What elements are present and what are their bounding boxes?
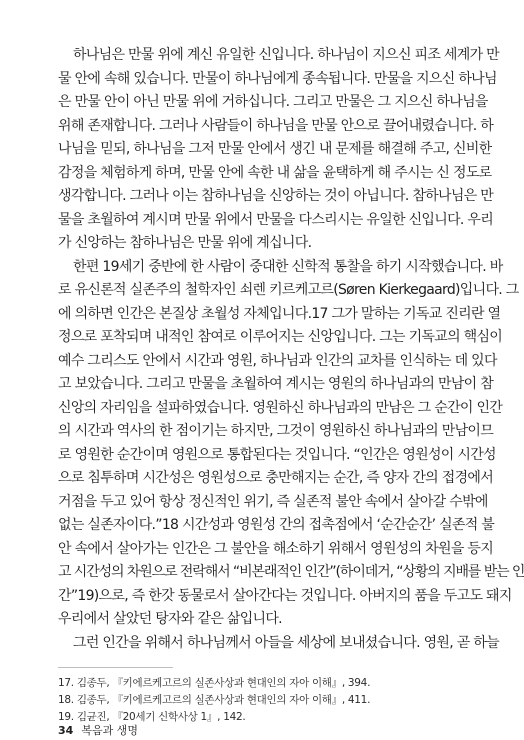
body-line: 위해 존재합니다. 그러나 사람들이 하나님을 만물 안으로 끌어내렸습니다. 하 — [58, 118, 494, 134]
body-line: 거점을 두고 있어 항상 정신적인 위기, 즉 실존적 불안 속에서 살아갈 수밖에 — [58, 494, 488, 510]
body-line: 물을 초월하여 계시며 만물 위에서 만물을 다스리시는 유일한 신입니다. 우리 — [58, 212, 494, 228]
body-line: 가 신앙하는 참하나님은 만물 위에 계십니다. — [58, 235, 312, 251]
body-line: 으로 침투하며 시간성은 영원성으로 충만해지는 순간, 즉 양자 간의 접경에서 — [58, 470, 494, 486]
footnote-19: 19. 김균진, 『20세기 신학사상 1』, 142. — [58, 711, 246, 723]
body-line: 한편 19세기 중반에 한 사람이 중대한 신학적 통찰을 하기 시작했습니다. 바 — [73, 259, 503, 275]
page-number: 34 — [58, 724, 74, 737]
body-line: 예수 그리스도 안에서 시간과 영원, 하나님과 인간의 교차를 인식하는 데 있다 — [58, 353, 497, 369]
body-line: 없는 실존자이다.”18 시간성과 영원성 간의 접촉점에서 ‘순간순간’ 실존적 불 — [58, 517, 495, 533]
body-line: 안 속에서 살아가는 인간은 그 불안을 해소하기 위해서 영원성의 차원을 등지 — [58, 541, 494, 557]
body-line: 로 유신론적 실존주의 철학자인 쇠렌 키르케고르(Søren Kierkegaard)입니다. 그 — [58, 282, 519, 298]
footnote-18: 18. 김종두, 『키에르케고르의 실존사상과 현대인의 자아 이해』, 411. — [58, 694, 371, 706]
body-line: 물 안에 속해 있습니다. 만물이 하나님에게 종속됩니다. 만물을 지으신 하나님 — [58, 71, 497, 87]
body-line: 감정을 체험하게 하며, 만물 안에 속한 내 삶을 윤택하게 해 주시는 신 정도로 — [58, 165, 492, 181]
body-line: 나님을 믿되, 하나님을 그저 만물 안에서 생긴 내 문제를 해결해 주고, 신비한 — [58, 141, 492, 157]
footnote-divider — [58, 667, 173, 668]
body-line: 하나님은 만물 위에 계신 유일한 신입니다. 하나님이 지으신 피조 세계가 만 — [73, 47, 499, 63]
body-line: 생각합니다. 그러나 이는 참하나님을 신앙하는 것이 아닙니다. 참하나님은 만 — [58, 188, 494, 204]
body-line: 간”19)으로, 즉 한갓 동물로서 살아간다는 것입니다. 아버지의 품을 두고도 돼지 — [58, 588, 512, 604]
body-line: 로 영원한 순간이며 영원으로 통합된다는 것입니다. “인간은 영원성이 시간성 — [58, 447, 496, 463]
body-line: 고 보았습니다. 그리고 만물을 초월하여 계시는 영원의 하나님과의 만남이 참 — [58, 376, 494, 392]
body-line: 의 시간과 역사의 한 점이기는 하지만, 그것이 영원하신 하나님과의 만남이므 — [58, 423, 494, 439]
body-line: 우리에서 살았던 탕자와 같은 삶입니다. — [58, 611, 282, 627]
body-line: 그런 인간을 위해서 하나님께서 아들을 세상에 보내셨습니다. 영원, 곧 하늘 — [73, 635, 499, 651]
body-line: 은 만물 안이 아닌 만물 위에 거하십니다. 그리고 만물은 그 지으신 하나님을 — [58, 94, 488, 110]
footnote-17: 17. 김종두, 『키에르케고르의 실존사상과 현대인의 자아 이해』, 394. — [58, 677, 371, 689]
body-line: 고 시간성의 차원으로 전락해서 “비본래적인 인간”(하이데거, “상황의 지배를 받는 인 — [58, 564, 524, 580]
body-line: 신앙의 자리임을 설파하였습니다. 영원하신 하나님과의 만남은 그 순간이 인간 — [58, 400, 503, 416]
page-footer — [58, 724, 138, 738]
body-line: 정으로 포착되며 내적인 참여로 이루어지는 신앙입니다. 그는 기독교의 핵심이 — [58, 329, 503, 345]
body-line: 에 의하면 인간은 본질상 초월성 자체입니다.17 그가 말하는 기독교 진리란 열 — [58, 306, 501, 322]
running-title: 복음과 생명 — [81, 724, 138, 737]
